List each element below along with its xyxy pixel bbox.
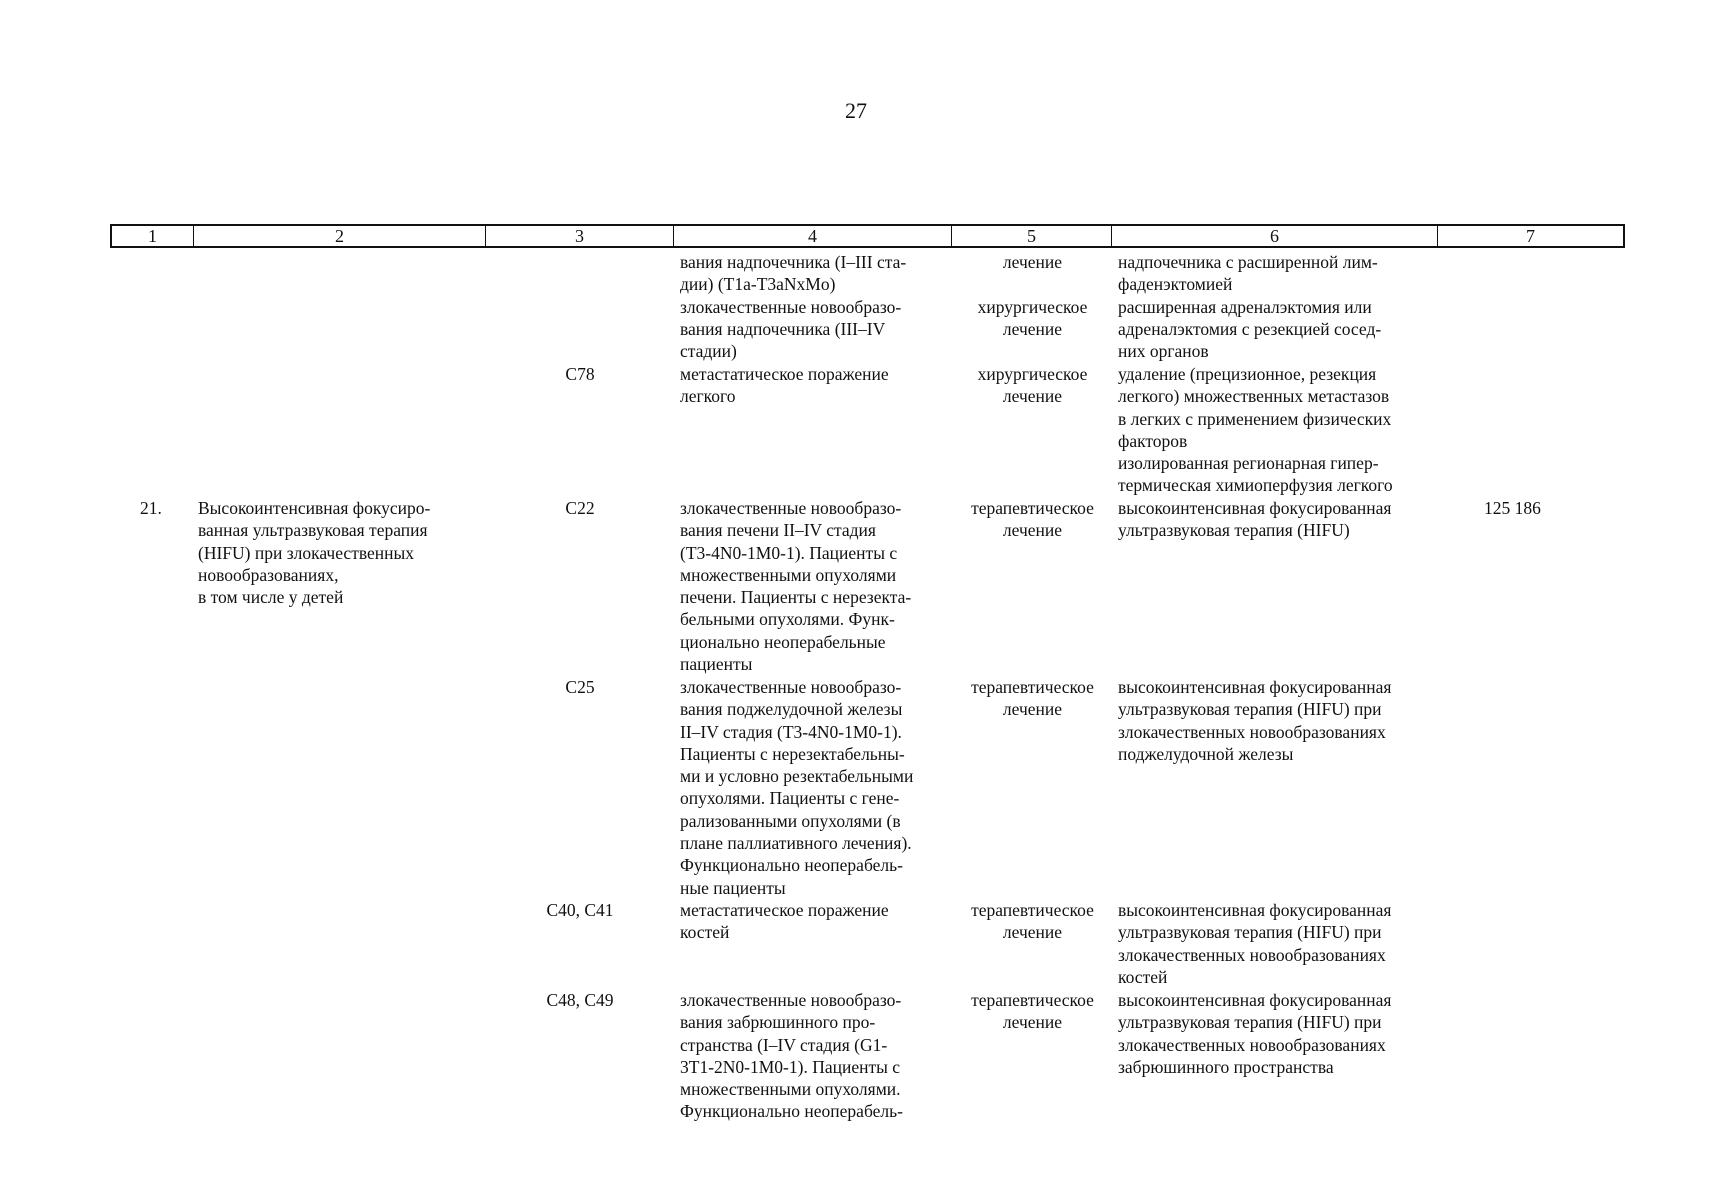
row-21-number: 21. — [140, 498, 162, 518]
row-c25-treatment-type: терапевтическое лечение — [971, 677, 1094, 720]
header-col-4: 4 — [674, 226, 952, 246]
row-c78-treatment-type: хирургическое лечение — [977, 364, 1088, 407]
row-c48-c49-method: высокоинтенсивная фокусированная ультразвуковая терапия (HIFU) при злокачественных новообразованиях забрюшинного пространства — [1118, 990, 1392, 1077]
row-c40-c41-code: C40, C41 — [546, 900, 614, 920]
table-header-row — [110, 224, 1625, 248]
header-col-2: 2 — [194, 226, 486, 246]
row-c78-method: удаление (прецизионное, резекция легкого) множественных метастазов в легких с применением физических факторов изолированная регионарная гипер- термическая химиоперфузия легкого — [1118, 364, 1393, 496]
header-col-7: 7 — [1526, 226, 1535, 246]
row-c48-c49-treatment-type: терапевтическое лечение — [971, 990, 1094, 1033]
row-c25-code: C25 — [565, 677, 595, 697]
continuation-diagnosis: вания надпочечника (I–III ста- дии) (T1a-T3aNxMo) злокачественные новообразо- вания надпочечника (III–IV стадии) — [680, 252, 907, 362]
row-c22-diagnosis: злокачественные новообразо- вания печени II–IV стадия (T3-4N0-1M0-1). Пациенты с множественными опухолями печени. Пациенты с нерезекта- бельными опухолями. Функ- ционально неоперабельные пациенты — [680, 498, 912, 675]
row-21-cost: 125 186 — [1484, 498, 1541, 518]
row-c48-c49-diagnosis: злокачественные новообразо- вания забрюшинного про- странства (I–IV стадия (G1- 3T1-2N0-1M0-1). Пациенты с множественными опухолями. Функционально неоперабель- — [680, 990, 903, 1122]
continuation-treatment-type: лечение хирургическое лечение — [977, 252, 1088, 339]
row-c40-c41-treatment-type: терапевтическое лечение — [971, 900, 1094, 943]
row-c78-diagnosis: метастатическое поражение легкого — [680, 364, 889, 407]
row-c22-treatment-type: терапевтическое лечение — [971, 498, 1094, 541]
continuation-method: надпочечника с расширенной лим- фаденэктомией расширенная адреналэктомия или адреналэктомия с резекцией сосед- них органов — [1118, 252, 1382, 362]
header-col-3: 3 — [486, 226, 674, 246]
row-c22-code: C22 — [565, 498, 595, 518]
row-c22-method: высокоинтенсивная фокусированная ультразвуковая терапия (HIFU) — [1118, 498, 1392, 541]
row-c40-c41-method: высокоинтенсивная фокусированная ультразвуковая терапия (HIFU) при злокачественных новообразованиях костей — [1118, 900, 1392, 987]
row-21-name: Высокоинтенсивная фокусиро- ванная ультразвуковая терапия (HIFU) при злокачественных новообразованиях, в том числе у детей — [198, 498, 431, 608]
header-col-5: 5 — [952, 226, 1112, 246]
page-number: 27 — [845, 98, 867, 123]
header-col-6: 6 — [1112, 226, 1438, 246]
header-col-1: 1 — [112, 226, 194, 246]
row-c40-c41-diagnosis: метастатическое поражение костей — [680, 900, 889, 943]
row-c25-method: высокоинтенсивная фокусированная ультразвуковая терапия (HIFU) при злокачественных новообразованиях поджелудочной железы — [1118, 677, 1392, 764]
row-c25-diagnosis: злокачественные новообразо- вания поджелудочной железы II–IV стадия (T3-4N0-1M0-1). Пациенты с нерезектабельны- ми и условно резектабельными опухолями. Пациенты с гене- рализованными опухолями (в плане паллиативного лечения). Функционально неоперабель- ные пациенты — [680, 677, 914, 898]
row-c48-c49-code: C48, C49 — [546, 990, 614, 1010]
row-c78-code: C78 — [565, 364, 595, 384]
